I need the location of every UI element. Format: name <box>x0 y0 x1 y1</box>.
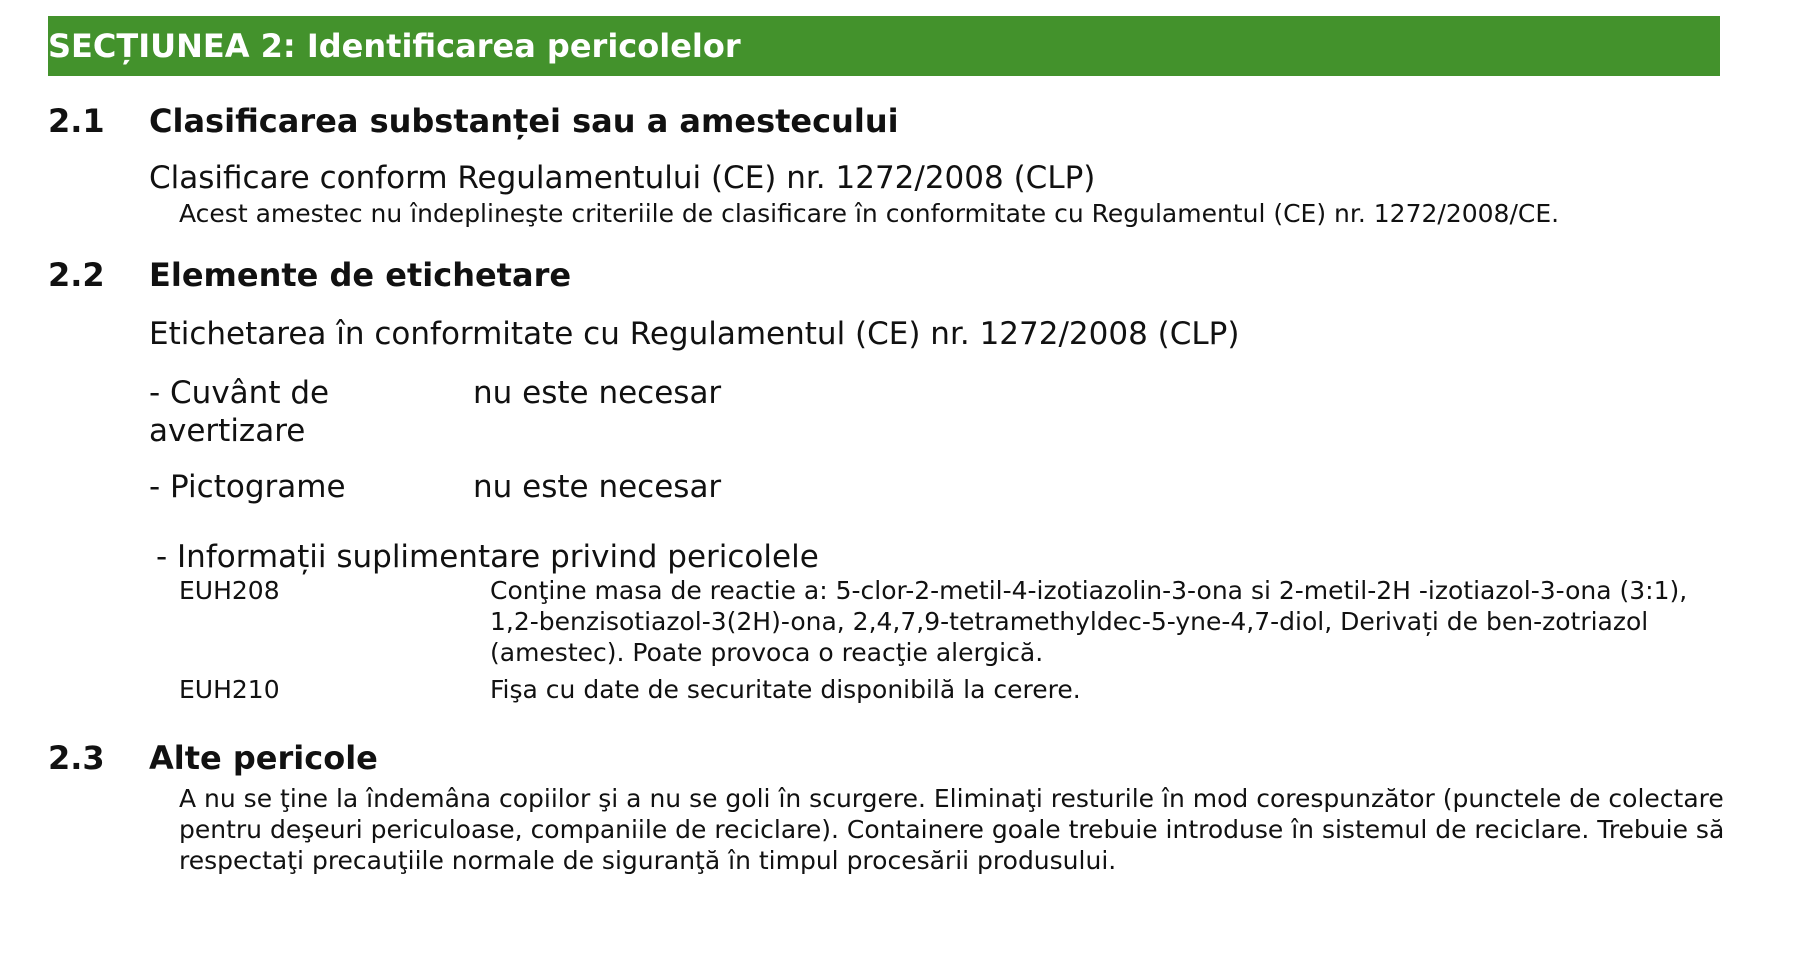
euh-code: EUH210 <box>179 675 280 704</box>
classification-note: Acest amestec nu îndeplineşte criteriile de clasificare în conformitate cu Regulamentul (CE) nr. 1272/2008/CE. <box>179 199 1560 228</box>
supplementary-info-title: - Informații suplimentare privind pericolele <box>156 539 819 575</box>
subsection-2-3-heading <box>48 739 1720 777</box>
sds-section-2 <box>48 16 1725 876</box>
subsection-title: Elemente de etichetare <box>149 256 572 294</box>
pictograms-value: nu este necesar <box>473 469 722 505</box>
subsection-2-1-heading <box>48 102 1720 140</box>
pictograms-row <box>149 468 1720 506</box>
subsection-number: 2.1 <box>48 102 105 140</box>
euh-text: Conţine masa de reactie a: 5-clor-2-metil-4-izotiazolin-3-ona si 2-metil-2H -izotiazol-3-ona (3:1), 1,2-benzisotiazol-3(2H)-ona, 2,4,7,9-tetramethyldec-5-yne-4,7-diol, Derivați de ben-zotriazol (amestec). Poate provoca o reacţie alergică. <box>490 576 1688 667</box>
euh-statement <box>179 674 1720 705</box>
section-title: SECȚIUNEA 2: Identificarea pericolelor <box>48 27 741 65</box>
euh-text: Fişa cu date de securitate disponibilă la cerere. <box>490 675 1081 704</box>
subsection-title: Clasificarea substanței sau a amestecului <box>149 102 899 140</box>
euh-code: EUH208 <box>179 576 280 605</box>
subsection-title: Alte pericole <box>149 739 378 777</box>
labelling-regulation: Etichetarea în conformitate cu Regulamentul (CE) nr. 1272/2008 (CLP) <box>149 316 1240 352</box>
euh-statement <box>179 575 1720 668</box>
section-header <box>48 16 1720 76</box>
subsection-2-2-heading <box>48 256 1720 294</box>
signal-word-row <box>149 374 1720 450</box>
signal-word-value: nu este necesar <box>473 375 722 411</box>
classification-regulation: Clasificare conform Regulamentului (CE) nr. 1272/2008 (CLP) <box>149 160 1096 196</box>
other-hazards-text: A nu se ţine la îndemâna copiilor şi a nu se goli în scurgere. Eliminaţi resturile în mod corespunzător (punctele de colectare pentru deşeuri periculoase, companiile de reciclare). Containere goale trebuie introduse în sistemul de reciclare. Trebuie să respectaţi precauţiile normale de siguranţă în timpul procesării produsului. <box>179 784 1725 875</box>
pictograms-label: - Pictograme <box>149 469 346 505</box>
subsection-number: 2.3 <box>48 739 105 777</box>
subsection-number: 2.2 <box>48 256 105 294</box>
signal-word-label: - Cuvânt de avertizare <box>149 375 330 449</box>
